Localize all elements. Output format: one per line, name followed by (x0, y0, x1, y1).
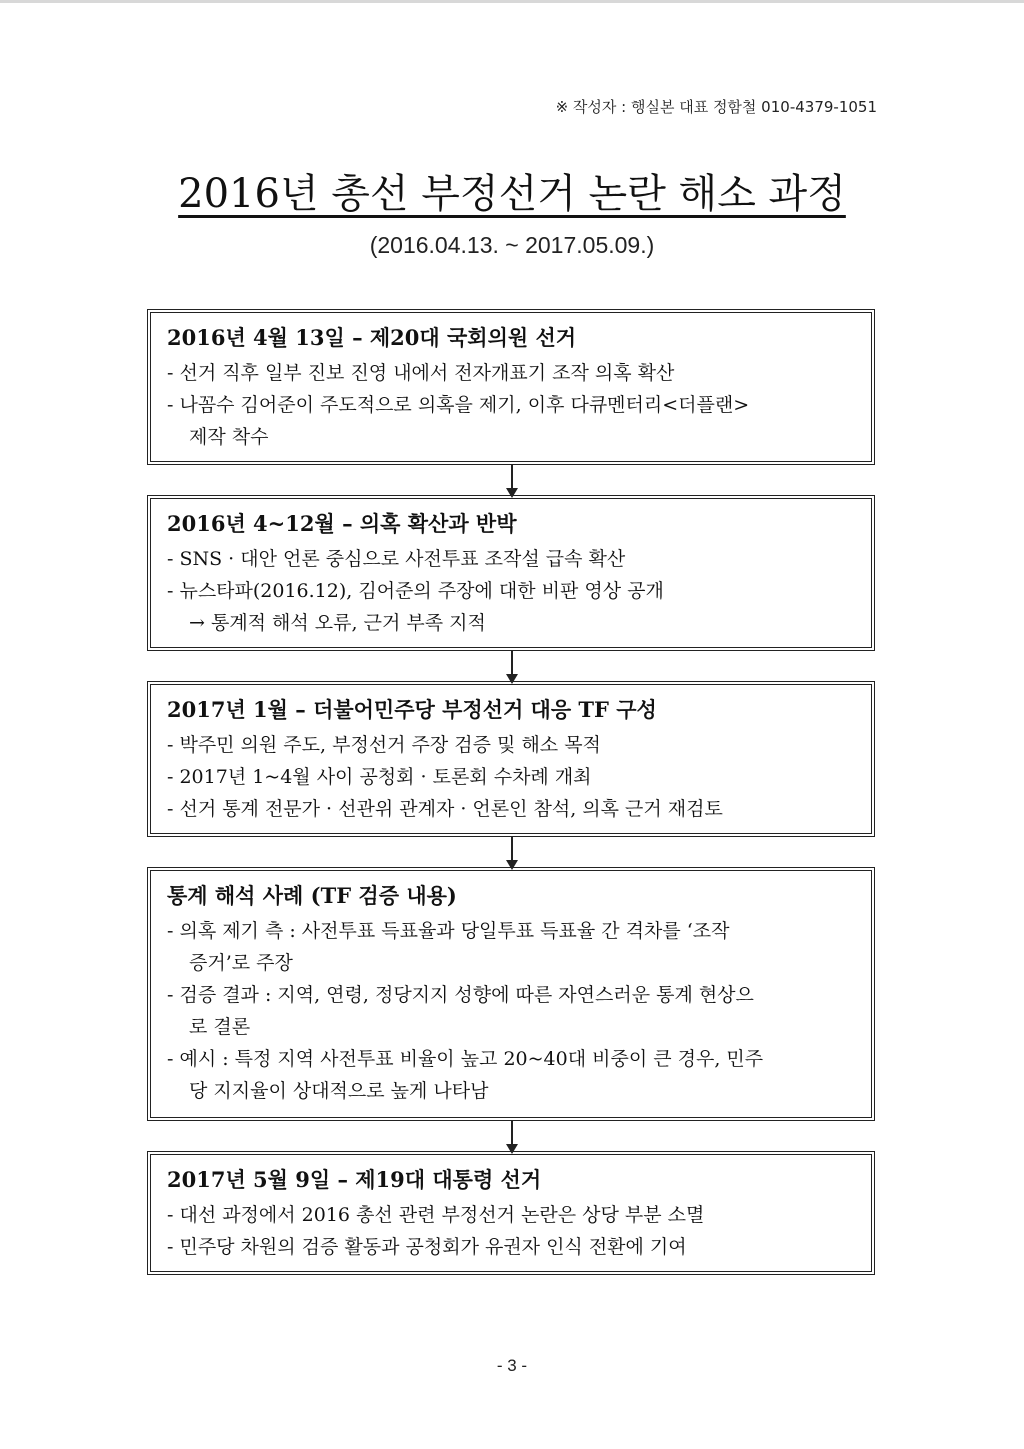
timeline-box-line: - 뉴스타파(2016.12), 김어준의 주장에 대한 비판 영상 공개 (167, 580, 664, 602)
timeline-box-line: - 대선 과정에서 2016 총선 관련 부정선거 논란은 상당 부분 소멸 (167, 1204, 705, 1226)
timeline-box-line: 제작 착수 (189, 426, 269, 448)
timeline-box-line: - 예시 : 특정 지역 사전투표 비율이 높고 20~40대 비중이 큰 경우, 민주 (167, 1048, 764, 1070)
timeline-box-line: 당 지지율이 상대적으로 높게 나타남 (189, 1080, 489, 1102)
flow-arrow-down (511, 464, 513, 496)
timeline-box-line: - 나꼼수 김어준이 주도적으로 의혹을 제기, 이후 다큐멘터리<더플랜> (167, 394, 750, 416)
document-date-range: (2016.04.13. ~ 2017.05.09.) (369, 232, 655, 258)
timeline-box-line: → 통계적 해석 오류, 근거 부족 지적 (189, 612, 486, 634)
timeline-box-title: 2017년 5월 9일 – 제19대 대통령 선거 (167, 1167, 542, 1192)
timeline-box-1 (150, 312, 872, 462)
timeline-box-4 (150, 870, 872, 1118)
timeline-box-line: - 선거 직후 일부 진보 진영 내에서 전자개표기 조작 의혹 확산 (167, 362, 675, 384)
timeline-box-line: - SNS · 대안 언론 중심으로 사전투표 조작설 급속 확산 (167, 548, 626, 570)
page-number: - 3 - (496, 1356, 528, 1375)
timeline-box-line: - 2017년 1~4월 사이 공청회 · 토론회 수차례 개최 (167, 766, 592, 788)
timeline-box-title: 통계 해석 사례 (TF 검증 내용) (167, 883, 457, 908)
top-rule (0, 0, 1024, 3)
document-title (0, 168, 1024, 220)
timeline-box-2 (150, 498, 872, 648)
timeline-box-line: - 검증 결과 : 지역, 연령, 정당지지 성향에 따른 자연스러운 통계 현상으 (167, 984, 754, 1006)
timeline-box-title: 2016년 4~12월 – 의혹 확산과 반박 (167, 511, 517, 536)
timeline-box-line: - 박주민 의원 주도, 부정선거 주장 검증 및 해소 목적 (167, 734, 601, 756)
timeline-box-5 (150, 1154, 872, 1272)
flow-arrow-down (511, 836, 513, 868)
timeline-box-title: 2017년 1월 – 더불어민주당 부정선거 대응 TF 구성 (167, 697, 657, 722)
timeline-box-3 (150, 684, 872, 834)
author-note: ※ 작성자 : 행실본 대표 정함철 010-4379-1051 (555, 98, 877, 116)
document-title-text: 2016년 총선 부정선거 논란 해소 과정 (178, 171, 846, 217)
timeline-box-title: 2016년 4월 13일 – 제20대 국회의원 선거 (167, 325, 577, 350)
timeline-box-line: 로 결론 (189, 1016, 251, 1038)
flow-arrow-down (511, 1120, 513, 1152)
flow-arrow-down (511, 650, 513, 682)
timeline-box-line: 증거’로 주장 (189, 952, 293, 974)
timeline-box-line: - 선거 통계 전문가 · 선관위 관계자 · 언론인 참석, 의혹 근거 재검토 (167, 798, 723, 820)
timeline-box-line: - 민주당 차원의 검증 활동과 공청회가 유권자 인식 전환에 기여 (167, 1236, 687, 1258)
timeline-box-line: - 의혹 제기 측 : 사전투표 득표율과 당일투표 득표율 간 격차를 ‘조작 (167, 920, 730, 942)
